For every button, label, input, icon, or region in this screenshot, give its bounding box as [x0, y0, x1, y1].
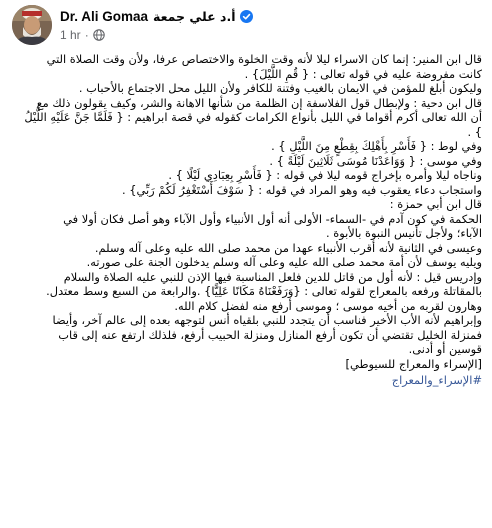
post-text-line: ويليه يوسف لأن أمة محمد صلى الله عليه وعلى آله وسلم يدخلون الجنة على صورته. [86, 255, 482, 269]
hashtag-link[interactable]: #الإسراء_والمعراج [391, 373, 482, 387]
post-text-line: بالمقاتلة ورفعه بالمعراج لقوله تعالى : {وَرَفَعْنَاهُ مَكَانًا عَلِيًّا} .والرابعة من السبع وسط معتدل. [46, 284, 482, 298]
post-text-line: قال ابن المنير: إنما كان الاسراء ليلا لأنه وقت الخلوة والاختصاص عرفا، ولأن وقت الصلاة التي [46, 52, 482, 66]
post-text-line: وفي موسى : { وَوَاعَدْنَا مُوسَى ثَلَاثِينَ لَيْلَةً } . [269, 153, 482, 168]
post-text-line: وليكون أبلغ للمؤمن في الايمان بالغيب وفتنة للكافر ولأن الليل محل الاجتماع بالأحباب . [78, 81, 482, 95]
post-text-line: وعيسى في الثانية لأنه أقرب الأنبياء عهدا من محمد صلى الله عليه وعلى آله وسلم. [94, 240, 482, 255]
post-text-line: فمنزلة الخليل تقتضي أن تكون أرفع المنازل ومنزلة الحبيب أرفع، فلذلك ارتفع عنه إلى قاب [58, 327, 482, 342]
hashtags [10, 373, 482, 388]
post-text-line: قال ابن دحية : ولإبطال قول الفلاسفة إن الظلمة من شأنها الاهانة والشر، وكيف يقولون ذلك مع [36, 95, 482, 110]
verified-badge-icon [240, 10, 253, 23]
post-meta [60, 27, 105, 43]
post-text-line: أن الله تعالى أكرم أقواما في الليل بأنواع الكرامات كقوله في قصة ابراهيم : { فَلَمَّا جَنَّ عَلَيْهِ اللَّيْلُ [24, 110, 482, 124]
author-avatar[interactable] [12, 5, 52, 45]
post-text-line: كانت مفروضة عليه في قوله تعالى : { قُمِ اللَّيْلَ} . [244, 66, 482, 81]
post-source: [الإسراء والمعراج للسيوطي] [345, 356, 482, 371]
post-text-line: واستجاب دعاء يعقوب فيه وهو المراد في قوله : { سَوْفَ أَسْتَغْفِرُ لَكُمْ رَبِّي} . [122, 182, 482, 197]
author-line [60, 7, 253, 25]
author-name-arabic[interactable]: أ.د علي جمعة [153, 8, 236, 24]
author-name[interactable]: Dr. Ali Gomaa [60, 8, 149, 24]
post-text-line: الحكمة في كون آدم في -السماء- الأولى أنه أول الأنبياء وأول الآباء وهو أصل فكان أولا في [63, 211, 482, 226]
post-text-line: قال ابن أبي حمزة : [389, 197, 482, 211]
post-text-line: } . [467, 124, 482, 139]
post-text-line: الآباء؛ ولأجل تأنيس النبوة بالأبوة . [326, 226, 482, 240]
post-header [12, 5, 480, 51]
post-text-line: وإدريس قيل : لأنه أول من قاتل للدين فلعل المناسبة فيها الإذن للنبي عليه الصلاة والسلام [63, 269, 482, 284]
post-text-line: وإبراهيم لأنه الأب الأخير فناسب أن يتجدد للنبي بلقياه أنس لتوجهه بعده إلى عالم آخر، وأيضا [52, 313, 482, 327]
post-text-line: وهارون لقربه من أخيه موسى ؛ وموسى أرفع منه لفضل كلام الله. [174, 298, 482, 313]
meta-separator: · [84, 28, 89, 42]
post-text-line: وناجاه ليلا وأمره بإخراج قومه ليلا في قوله : { فَأَسْرِ بِعِبَادِي لَيْلًا } . [168, 168, 482, 182]
post-text-line: وفي لوط : { فَأَسْرِ بِأَهْلِكَ بِقِطْعٍ مِنَ اللَّيْلِ } . [271, 139, 482, 153]
post-time[interactable]: 1 hr [60, 28, 81, 42]
globe-icon [93, 29, 105, 41]
post-text-line: قوسين أو أدنى. [408, 342, 482, 356]
post-body [10, 52, 482, 522]
